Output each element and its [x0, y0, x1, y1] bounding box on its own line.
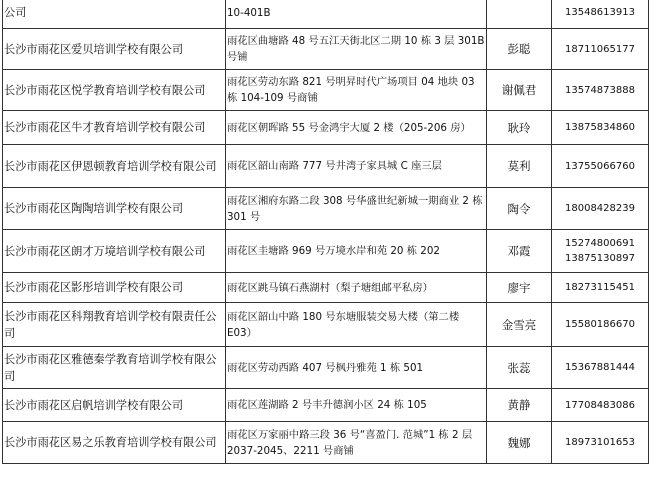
- address-cell: 雨花区劳动西路 407 号枫丹雅苑 1 栋 501: [226, 347, 487, 389]
- company-cell: 长沙市雨花区科翔教育培训学校有限责任公司: [3, 303, 226, 347]
- address-cell: 雨花区曲塘路 48 号五江天街北区二期 10 栋 3 层 301B 号铺: [226, 29, 487, 70]
- person-cell: 莫利: [487, 145, 552, 188]
- company-cell: 长沙市雨花区影彤培训学校有限公司: [3, 273, 226, 303]
- company-cell: 长沙市雨花区伊恩顿教育培训学校有限公司: [3, 145, 226, 188]
- person-cell: 彭聪: [487, 29, 552, 70]
- phone-cell: 15274800691 13875130897: [552, 230, 649, 273]
- school-table: [2, 0, 649, 464]
- address-cell: 雨花区圭塘路 969 号万境水岸和苑 20 栋 202: [226, 230, 487, 273]
- table-row: [3, 230, 649, 273]
- phone-cell: 13574873888: [552, 70, 649, 111]
- company-cell: 公司: [3, 0, 226, 29]
- table-row: [3, 389, 649, 422]
- phone-cell: 18711065177: [552, 29, 649, 70]
- company-cell: 长沙市雨花区牛才教育培训学校有限公司: [3, 111, 226, 145]
- phone-cell: 15580186670: [552, 303, 649, 347]
- table-row: [3, 70, 649, 111]
- address-cell: 雨花区莲湖路 2 号丰升德润小区 24 栋 105: [226, 389, 487, 422]
- phone-cell: 17708483086: [552, 389, 649, 422]
- company-cell: 长沙市雨花区易之乐教育培训学校有限公司: [3, 422, 226, 464]
- table-row: [3, 29, 649, 70]
- person-cell: 黄静: [487, 389, 552, 422]
- table-row: [3, 145, 649, 188]
- table-row: [3, 347, 649, 389]
- person-cell: 耿玲: [487, 111, 552, 145]
- table-row: [3, 111, 649, 145]
- table-row: [3, 422, 649, 464]
- phone-cell: 18008428239: [552, 188, 649, 230]
- person-cell: 张蕊: [487, 347, 552, 389]
- address-cell: 雨花区韶山中路 180 号东塘服装交易大楼（第二楼 E03）: [226, 303, 487, 347]
- address-cell: 雨花区万家丽中路三段 36 号“喜盈门. 范城”1 栋 2 层 2037-2045、2211 号商铺: [226, 422, 487, 464]
- phone-cell: 18273115451: [552, 273, 649, 303]
- table-row: [3, 188, 649, 230]
- address-cell: 雨花区跳马镇石燕湖村（梨子塘组邮平私房）: [226, 273, 487, 303]
- address-cell: 雨花区朝晖路 55 号金鸿宇大厦 2 楼（205-206 房）: [226, 111, 487, 145]
- company-cell: 长沙市雨花区雅德秦学教育培训学校有限公司: [3, 347, 226, 389]
- person-cell: 金雪亮: [487, 303, 552, 347]
- person-cell: 谢佩君: [487, 70, 552, 111]
- phone-cell: 18973101653: [552, 422, 649, 464]
- company-cell: 长沙市雨花区爱贝培训学校有限公司: [3, 29, 226, 70]
- table-row: [3, 303, 649, 347]
- person-cell: 邓霞: [487, 230, 552, 273]
- address-cell: 雨花区劳动东路 821 号明昇时代广场项目 04 地块 03 栋 104-109 号商铺: [226, 70, 487, 111]
- phone-cell: 13755066760: [552, 145, 649, 188]
- person-cell: 廖宇: [487, 273, 552, 303]
- phone-cell: 15367881444: [552, 347, 649, 389]
- address-cell: 10-401B: [226, 0, 487, 29]
- address-cell: 雨花区韶山南路 777 号井湾子家具城 C 座三层: [226, 145, 487, 188]
- person-cell: [487, 0, 552, 29]
- phone-cell: 13548613913: [552, 0, 649, 29]
- company-cell: 长沙市雨花区悦学教育培训学校有限公司: [3, 70, 226, 111]
- table-row: [3, 0, 649, 29]
- person-cell: 魏娜: [487, 422, 552, 464]
- company-cell: 长沙市雨花区陶陶培训学校有限公司: [3, 188, 226, 230]
- company-cell: 长沙市雨花区启帆培训学校有限公司: [3, 389, 226, 422]
- table-row: [3, 273, 649, 303]
- company-cell: 长沙市雨花区朗才万境培训学校有限公司: [3, 230, 226, 273]
- address-cell: 雨花区湘府东路二段 308 号华盛世纪新城一期商业 2 栋 301 号: [226, 188, 487, 230]
- person-cell: 陶令: [487, 188, 552, 230]
- phone-cell: 13875834860: [552, 111, 649, 145]
